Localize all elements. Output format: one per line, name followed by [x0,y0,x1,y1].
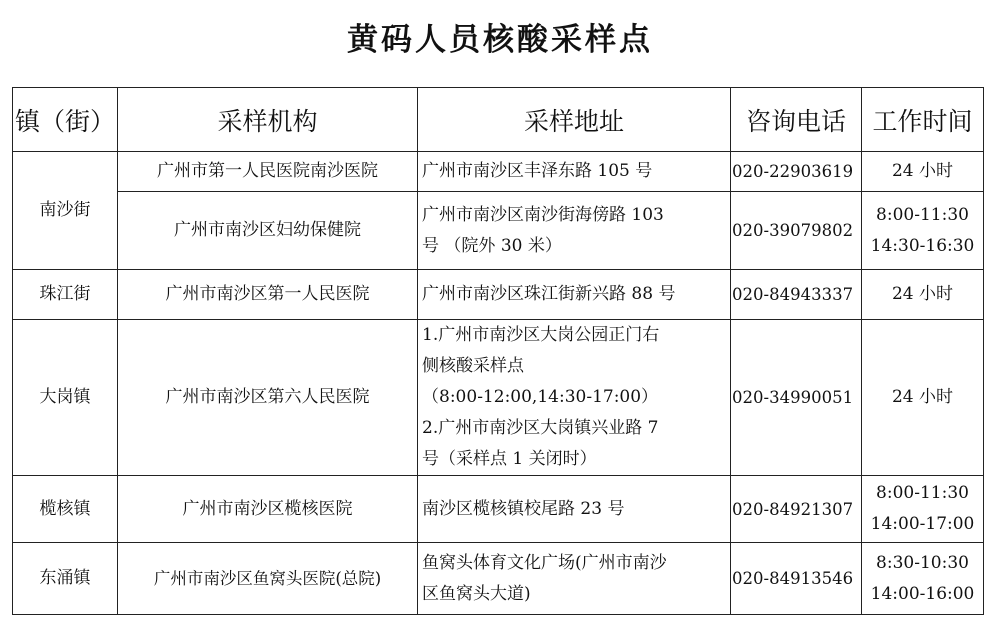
town-cell: 榄核镇 [13,476,118,543]
institution-cell: 广州市南沙区第一人民医院 [118,270,418,320]
hours-cell [862,270,984,320]
address-line: （8:00-12:00,14:30-17:00） [422,387,659,407]
header-town: 镇（街） [13,88,118,152]
address-line: 南沙区榄核镇校尾路 23 号 [422,498,625,519]
address-line: 广州市南沙区丰泽东路 105 号 [422,161,653,181]
address-line: 鱼窝头体育文化广场(广州市南沙 [422,552,667,573]
town-cell: 东涌镇 [13,543,118,615]
hours-line: 8:00-11:30 [876,483,969,503]
phone-cell: 020-34990051 [731,320,862,476]
address-line: 1.广州市南沙区大岗公园正门右 [422,325,660,345]
table-row [13,192,984,270]
phone-cell: 020-22903619 [731,152,862,192]
phone-cell: 020-84921307 [731,476,862,543]
address-line: 号（采样点 1 关闭时） [422,449,597,469]
institution-cell: 广州市南沙区妇幼保健院 [118,192,418,270]
institution-cell: 广州市南沙区榄核医院 [118,476,418,543]
phone-cell: 020-84913546 [731,543,862,615]
address-cell [418,192,731,270]
header-phone: 咨询电话 [731,88,862,152]
hours-line: 24 小时 [891,161,954,181]
header-hours: 工作时间 [862,88,984,152]
town-cell: 大岗镇 [13,320,118,476]
address-cell [418,152,731,192]
table-row [13,543,984,615]
table-row [13,320,984,476]
table-row [13,152,984,192]
hours-cell [862,320,984,476]
hours-line: 24 小时 [891,387,954,407]
address-line: 侧核酸采样点 [422,356,525,376]
address-line: 广州市南沙区珠江街新兴路 88 号 [422,284,676,304]
hours-cell [862,152,984,192]
address-line: 区鱼窝头大道) [422,583,531,604]
address-cell [418,270,731,320]
sampling-sites-table [12,87,984,615]
institution-cell: 广州市南沙区第六人民医院 [118,320,418,476]
address-cell [418,543,731,615]
address-cell [418,476,731,543]
address-line: 2.广州市南沙区大岗镇兴业路 7 [422,418,659,438]
institution-cell: 广州市南沙区鱼窝头医院(总院) [118,543,418,615]
hours-line: 8:00-11:30 [876,204,969,225]
hours-line: 14:00-17:00 [870,514,975,534]
table-row [13,476,984,543]
header-institution: 采样机构 [118,88,418,152]
address-cell [418,320,731,476]
address-line: 号 （院外 30 米） [422,235,562,256]
phone-cell: 020-39079802 [731,192,862,270]
page-title: 黄码人员核酸采样点 [347,22,653,58]
address-line: 广州市南沙区南沙街海傍路 103 [422,204,664,225]
hours-line: 8:30-10:30 [876,552,969,573]
hours-line: 14:30-16:30 [870,235,975,256]
table-row [13,270,984,320]
institution-cell: 广州市第一人民医院南沙医院 [118,152,418,192]
hours-line: 14:00-16:00 [870,583,975,604]
hours-line: 24 小时 [891,284,954,304]
town-cell: 南沙街 [13,152,118,270]
town-cell: 珠江街 [13,270,118,320]
table-header-row [13,88,984,152]
hours-cell [862,543,984,615]
header-address: 采样地址 [418,88,731,152]
phone-cell: 020-84943337 [731,270,862,320]
hours-cell [862,476,984,543]
hours-cell [862,192,984,270]
